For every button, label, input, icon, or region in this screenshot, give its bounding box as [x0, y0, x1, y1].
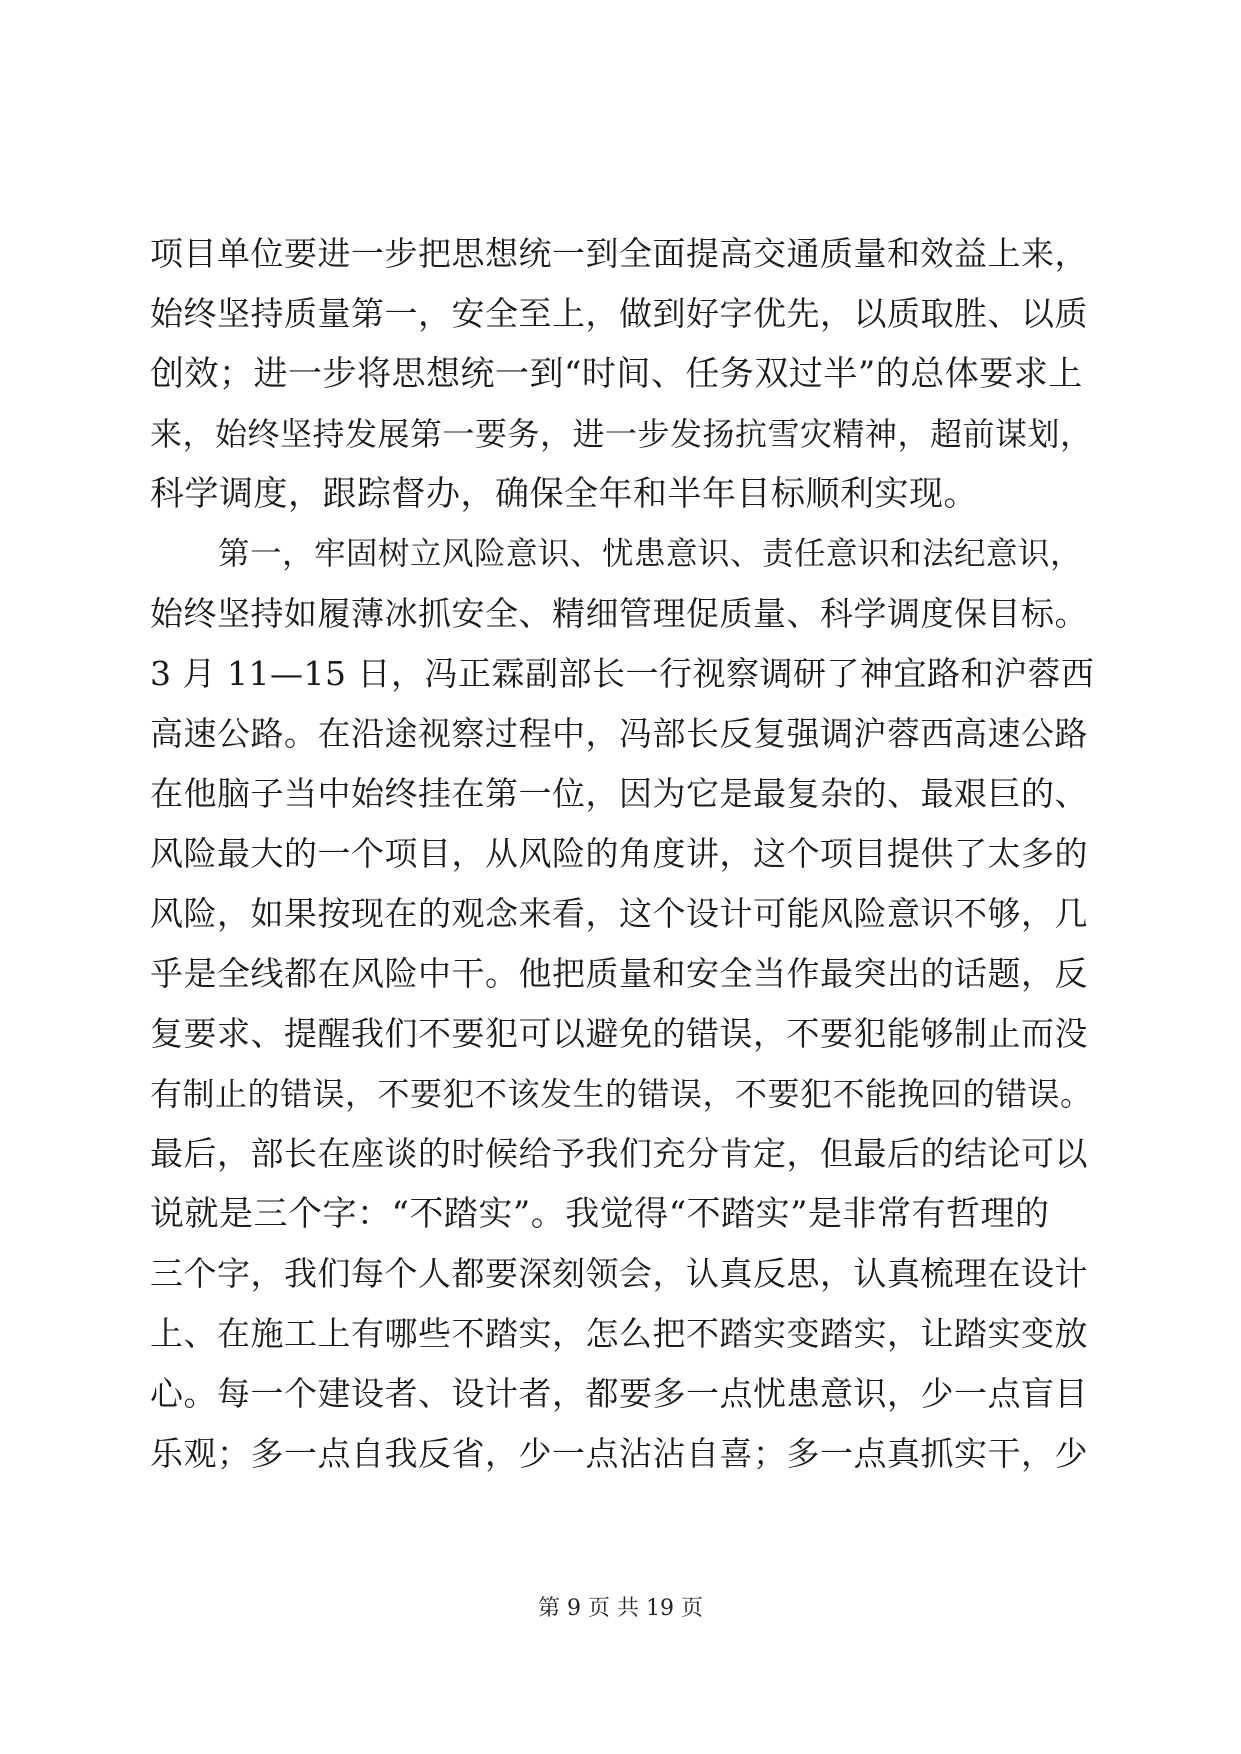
text-line-18: 三个字，我们每个人都要深刻领会，认真反思，认真梳理在设计	[150, 1254, 1088, 1293]
text-line-8: 3 月 11—15 日，冯正霖副部长一行视察调研了神宜路和沪蓉西	[150, 654, 1095, 693]
text-line-11: 风险最大的一个项目，从风险的角度讲，这个项目提供了太多的	[150, 834, 1088, 873]
text-line-9: 高速公路。在沿途视察过程中，冯部长反复强调沪蓉西高速公路	[150, 714, 1088, 753]
text-line-14: 复要求、提醒我们不要犯可以避免的错误，不要犯能够制止而没	[150, 1014, 1088, 1053]
text-line-2: 始终坚持质量第一，安全至上，做到好字优先，以质取胜、以质	[150, 294, 1088, 333]
text-line-4: 来，始终坚持发展第一要务，进一步发扬抗雪灾精神，超前谋划，	[150, 415, 1093, 453]
text-line-1: 项目单位要进一步把思想统一到全面提高交通质量和效益上来，	[150, 234, 1088, 273]
text-line-17: 说就是三个字：“不踏实”。我觉得“不踏实”是非常有哲理的	[150, 1194, 1050, 1234]
text-line-7: 始终坚持如履薄冰抓安全、精细管理促质量、科学调度保目标。	[150, 594, 1088, 633]
page-number-footer: 第 9 页 共 19 页	[538, 1596, 703, 1621]
text-line-5: 科学调度，跟踪督办，确保全年和半年目标顺利实现。	[150, 474, 978, 514]
text-line-10: 在他脑子当中始终挂在第一位，因为它是最复杂的、最艰巨的、	[150, 774, 1088, 813]
text-line-21: 乐观；多一点自我反省，少一点沾沾自喜；多一点真抓实干，少	[150, 1434, 1088, 1473]
text-line-16: 最后，部长在座谈的时候给予我们充分肯定，但最后的结论可以	[150, 1134, 1088, 1173]
text-line-12: 风险，如果按现在的观念来看，这个设计可能风险意识不够，几	[150, 894, 1088, 933]
text-line-3: 创效；进一步将思想统一到“时间、任务双过半”的总体要求上	[150, 354, 1083, 394]
text-line-20: 心。每一个建设者、设计者，都要多一点忧患意识，少一点盲目	[150, 1374, 1088, 1413]
text-line-19: 上、在施工上有哪些不踏实，怎么把不踏实变踏实，让踏实变放	[150, 1314, 1088, 1353]
text-line-15: 有制止的错误，不要犯不该发生的错误，不要犯不能挽回的错误。	[150, 1075, 1093, 1113]
text-line-13: 乎是全线都在风险中干。他把质量和安全当作最突出的话题，反	[150, 954, 1088, 993]
text-line-6: 第一，牢固树立风险意识、忧患意识、责任意识和法纪意识，	[218, 536, 1083, 572]
